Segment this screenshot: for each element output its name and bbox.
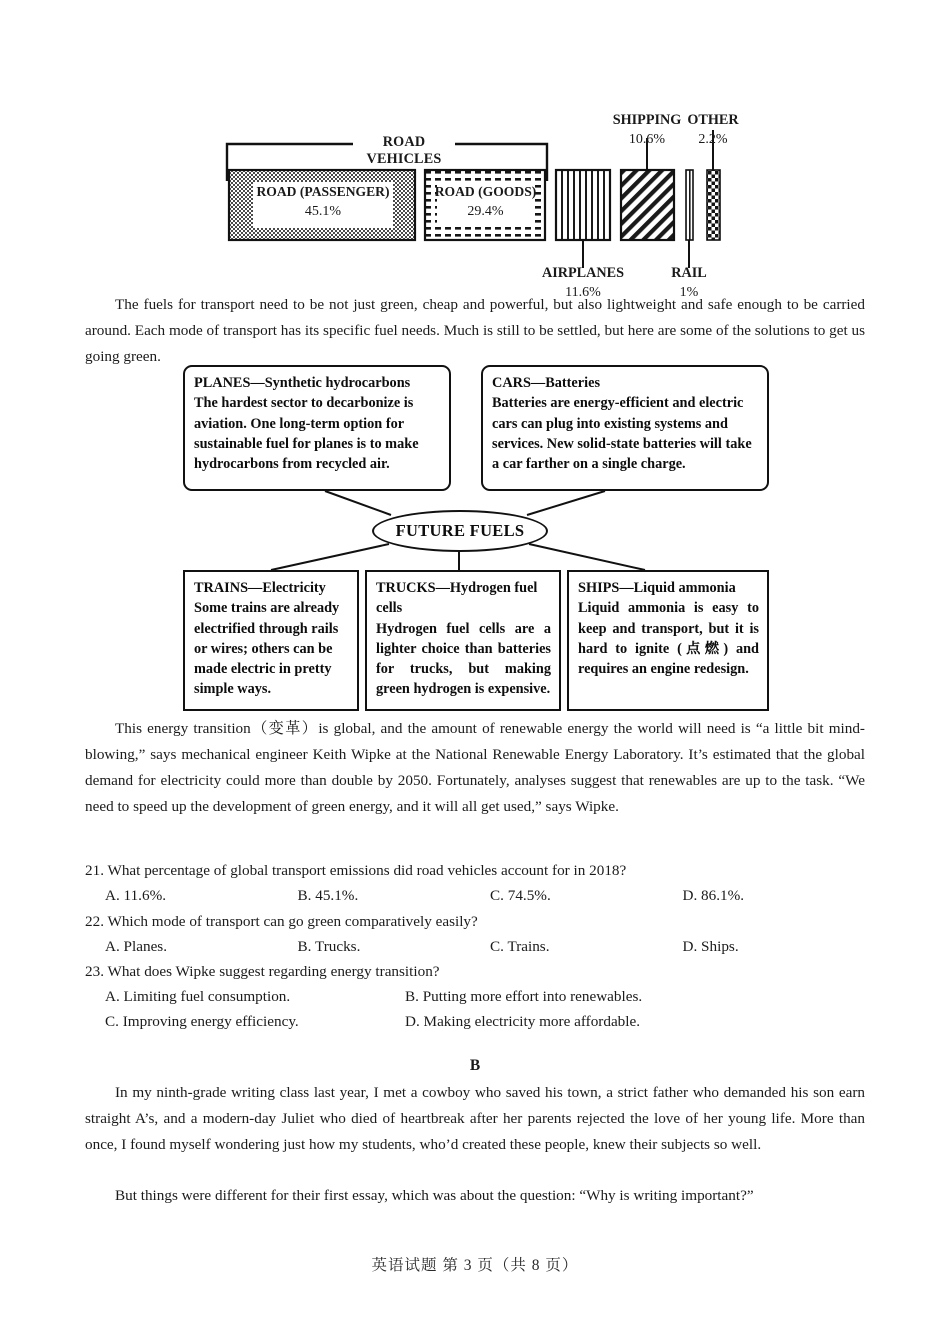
chart-value-road-passenger: 45.1% [304,204,342,219]
chart-label-other: OTHER [687,112,739,128]
flow-box-ships-body: Liquid ammonia is easy to keep and transport, but it is hard to ignite (点燃) and requires an engine redesign. [578,600,759,678]
question-22-options [85,934,875,959]
paragraph-writing-class [85,1080,865,1158]
flow-box-trains-heading: TRAINS—Electricity [194,580,326,596]
paragraph-energy-transition [85,716,865,820]
flow-center-label: FUTURE FUELS [395,521,525,540]
paragraph-text: In my ninth-grade writing class last year, I met a cowboy who saved his town, a strict father who demanded his son earn straight A’s, and a modern-day Juliet who died of heartbreak after her parents rejected the love of her young life. More than once, I found myself wondering just how my students, who’d created these people, knew their subjects so well. [85,1084,865,1153]
flow-box-cars-body: Batteries are energy-efficient and electric cars can plug into existing systems and services. New solid-state batteries will take a car farther on a single charge. [492,395,752,473]
option-c[interactable]: C. Improving energy efficiency. [105,1013,299,1030]
chart-label-airplanes: AIRPLANES [542,265,624,281]
flow-box-trucks [365,570,561,711]
chart-value-other: 2.2% [698,132,728,147]
chart-label-rail: RAIL [671,265,707,281]
question-22 [85,909,875,959]
question-21-text: 21. What percentage of global transport emissions did road vehicles account for in 2018? [85,862,627,879]
paragraph-text: This energy transition（变革）is global, and the amount of renewable energy the world will need is “a little bit mind-blowing,” says mechanical engineer Keith Wipke at the National Renewable Energy Laboratory. It’s estimated that the global demand for electricity could more than double by 2050. Fortunately, analyses suggest that renewables are up to the task. “We need to speed up the development of green energy, and it will all get used,” says Wipke. [85,720,865,815]
option-c[interactable]: C. 74.5%. [490,887,551,904]
flow-box-planes [183,365,451,491]
chart-label-shipping: SHIPPING [612,112,682,128]
flow-box-trucks-body: Hydrogen fuel cells are a lighter choice than batteries for trucks, but making green hydrogen is expensive. [376,620,551,698]
chart-value-airplanes: 11.6% [565,285,601,300]
paragraph-fuels-intro [85,292,865,370]
section-letter-b: B [469,1057,481,1074]
option-b[interactable]: B. Trucks. [297,938,361,955]
question-21-options [85,883,875,908]
flow-box-planes-body: The hardest sector to decarbonize is aviation. One long-term option for sustainable fuel for planes is to make hydrocarbons from recycled air. [194,395,419,473]
chart-label-road-passenger: ROAD (PASSENGER) [256,184,390,199]
flow-box-trucks-heading: TRUCKS—Hydrogen fuel cells [376,580,538,617]
option-b[interactable]: B. Putting more effort into renewables. [405,988,643,1005]
transport-emissions-chart [225,108,739,300]
flow-box-planes-heading: PLANES—Synthetic hydrocarbons [194,375,411,391]
question-23-text: 23. What does Wipke suggest regarding energy transition? [85,963,440,980]
paragraph-text: But things were different for their first essay, which was about the question: “Why is writing important?” [115,1187,754,1204]
chart-value-shipping: 10.6% [628,132,666,147]
paragraph-first-essay [85,1183,865,1209]
chart-value-rail: 1% [679,285,699,300]
option-d[interactable]: D. Making electricity more affordable. [405,1013,641,1030]
future-fuels-diagram [175,360,780,715]
option-d[interactable]: D. 86.1%. [682,887,745,904]
flow-box-ships [567,570,769,711]
page-footer: 英语试题 第 3 页（共 8 页） [371,1257,579,1274]
question-23 [85,959,875,1034]
flow-box-cars [481,365,769,491]
option-a[interactable]: A. Planes. [105,938,168,955]
chart-value-road-goods: 29.4% [467,204,504,219]
question-23-options-row1 [85,984,875,1009]
option-c[interactable]: C. Trains. [490,938,550,955]
flow-box-ships-heading: SHIPS—Liquid ammonia [578,580,736,596]
question-23-options-row2 [85,1009,875,1034]
chart-group-label: ROAD VEHICLES [366,134,442,167]
option-d[interactable]: D. Ships. [682,938,739,955]
flow-box-trains [183,570,359,711]
option-a[interactable]: A. Limiting fuel consumption. [105,988,291,1005]
paragraph-text: The fuels for transport need to be not just green, cheap and powerful, but also lightweight and safe enough to be carried around. Each mode of transport has its specific fuel needs. Much is still to be settled, but here are some of the solutions to get us going green. [85,296,865,365]
option-b[interactable]: B. 45.1%. [297,887,359,904]
question-22-text: 22. Which mode of transport can go green comparatively easily? [85,913,478,930]
flow-box-trains-body: Some trains are already electrified through rails or wires; others can be made electric in pretty simple ways. [194,600,340,698]
flow-center-future-fuels [372,510,548,552]
option-a[interactable]: A. 11.6%. [105,887,167,904]
chart-label-road-goods: ROAD (GOODS) [434,184,537,199]
question-21 [85,858,875,908]
flow-box-cars-heading: CARS—Batteries [492,375,601,391]
